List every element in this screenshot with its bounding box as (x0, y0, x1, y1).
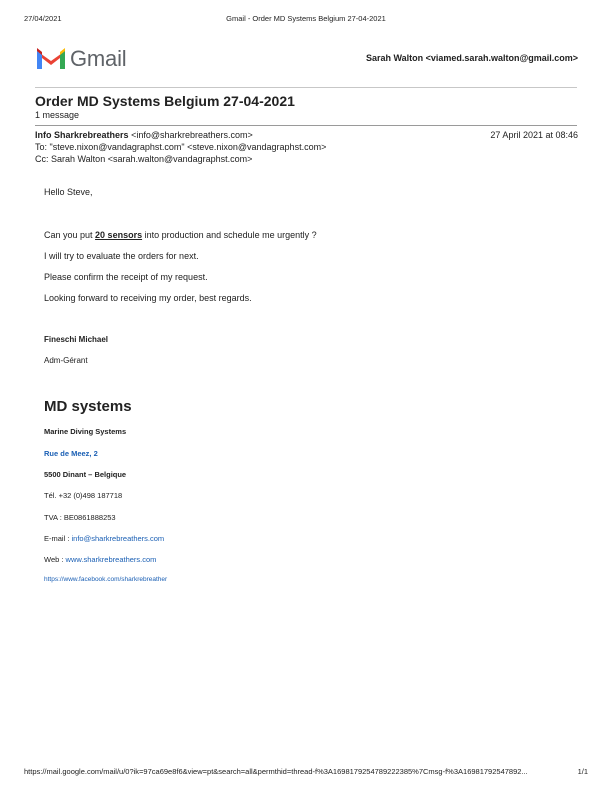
header-divider (35, 87, 577, 88)
body-line-1-pre: Can you put (44, 230, 96, 240)
body-greeting: Hello Steve, (44, 187, 93, 197)
signature-vat: TVA : BE0861888253 (44, 513, 116, 522)
signature-company: MD systems (44, 398, 132, 415)
body-line-1-bold: 20 sensors (95, 230, 143, 240)
signature-email-link[interactable]: info@sharkrebreathers.com (71, 534, 165, 543)
account-label: Sarah Walton <viamed.sarah.walton@gmail.com> (365, 53, 578, 63)
signature-company-full: Marine Diving Systems (44, 427, 127, 436)
body-line-2: I will try to evaluate the orders for next. (44, 251, 199, 261)
print-header (24, 14, 588, 26)
print-title: Gmail - Order MD Systems Belgium 27-04-2021 (226, 14, 386, 23)
body-line-4: Looking forward to receiving my order, best regards. (44, 293, 252, 303)
message-from (35, 130, 253, 140)
sender-name: Info Sharkrebreathers (35, 130, 129, 140)
signature-web-link[interactable]: www.sharkrebreathers.com (65, 555, 157, 564)
message-count: 1 message (35, 110, 80, 120)
signature-role: Adm-Gérant (44, 356, 88, 365)
print-url: https://mail.google.com/mail/u/0?ik=97ca69e8f6&view=pt&search=all&permthid=thread-f%3A1698179254789222385%7Cmsg-f%3A16981792547892... (24, 767, 528, 776)
signature-facebook-link[interactable]: https://www.facebook.com/sharkrebreather (44, 576, 168, 583)
sender-email: <info@sharkrebreathers.com> (131, 130, 253, 140)
signature-street-link[interactable]: Rue de Meez, 2 (44, 449, 98, 458)
signature-web-row (44, 555, 156, 564)
message-date: 27 April 2021 at 08:46 (490, 130, 578, 140)
signature-email-row (44, 534, 164, 543)
signature-email-label: E-mail : (44, 534, 72, 543)
print-footer (24, 767, 588, 779)
message-to: To: "steve.nixon@vandagraphst.com" <steve.nixon@vandagraphst.com> (35, 142, 327, 152)
gmail-wordmark: Gmail (70, 46, 127, 71)
signature-city: 5500 Dinant – Belgique (44, 470, 127, 479)
print-page-number: 1/1 (577, 767, 588, 776)
signature-phone: Tél. +32 (0)498 187718 (44, 491, 123, 500)
message-cc: Cc: Sarah Walton <sarah.walton@vandagraphst.com> (35, 154, 253, 164)
body-line-3: Please confirm the receipt of my request. (44, 272, 208, 282)
thread-subject: Order MD Systems Belgium 27-04-2021 (35, 93, 295, 109)
message-divider (35, 125, 577, 126)
print-date: 27/04/2021 (24, 14, 62, 23)
signature-name: Fineschi Michael (44, 335, 109, 344)
body-line-1-post: into production and schedule me urgently ? (142, 230, 317, 240)
signature-web-label: Web : (44, 555, 66, 564)
body-line-1 (44, 230, 317, 240)
